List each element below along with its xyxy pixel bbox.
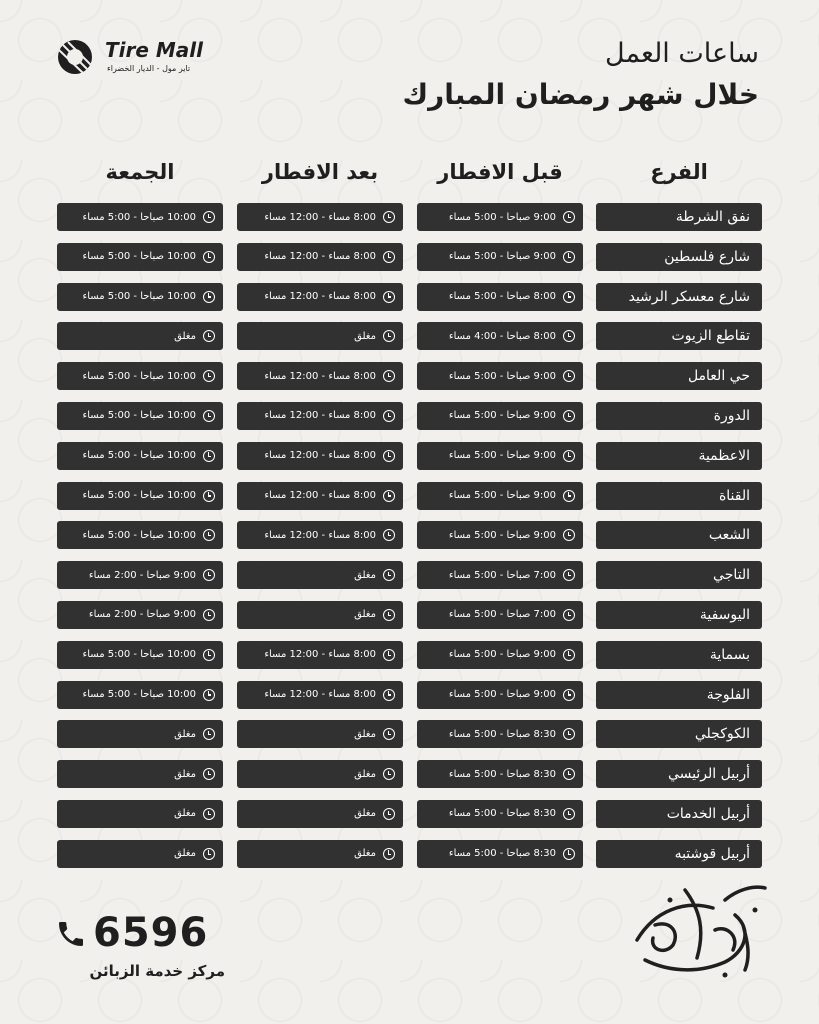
before-iftar-hours — [417, 243, 583, 271]
before-iftar-hours — [417, 681, 583, 709]
friday-hours — [57, 840, 223, 868]
clock-icon — [563, 291, 575, 303]
table-row — [57, 760, 762, 788]
hours-text: 8:00 مساء - 12:00 مساء — [264, 251, 376, 263]
branch-name: شارع معسكر الرشيد — [596, 283, 762, 311]
brand-logo — [55, 38, 225, 82]
table-row — [57, 203, 762, 231]
hours-text: 8:00 صباحا - 5:00 مساء — [448, 291, 556, 303]
friday-hours — [57, 720, 223, 748]
branch-name: حي العامل — [596, 362, 762, 390]
branch-name: الكوكجلي — [596, 720, 762, 748]
hours-text: 7:00 صباحا - 5:00 مساء — [448, 569, 556, 581]
after-iftar-hours — [237, 442, 403, 470]
clock-icon — [563, 768, 575, 780]
clock-icon — [203, 768, 215, 780]
column-header-after-iftar: بعد الافطار — [261, 160, 379, 184]
after-iftar-hours — [237, 840, 403, 868]
before-iftar-hours — [417, 720, 583, 748]
tire-logo-icon — [55, 38, 103, 76]
clock-icon — [203, 649, 215, 661]
table-row — [57, 402, 762, 430]
after-iftar-hours — [237, 681, 403, 709]
clock-icon — [383, 490, 395, 502]
after-iftar-hours — [237, 482, 403, 510]
after-iftar-hours — [237, 521, 403, 549]
hours-text: 10:00 صباحا - 5:00 مساء — [82, 251, 196, 263]
table-row — [57, 800, 762, 828]
clock-icon — [203, 410, 215, 422]
page-title: ساعات العمل — [605, 38, 759, 69]
clock-icon — [203, 808, 215, 820]
clock-icon — [203, 211, 215, 223]
hotline-number: 6596 — [93, 910, 209, 956]
hours-text: 10:00 صباحا - 5:00 مساء — [82, 450, 196, 462]
after-iftar-hours — [237, 641, 403, 669]
column-header-branch: الفرع — [650, 160, 708, 184]
table-row — [57, 561, 762, 589]
clock-icon — [383, 569, 395, 581]
clock-icon — [563, 450, 575, 462]
clock-icon — [383, 808, 395, 820]
after-iftar-hours — [237, 561, 403, 589]
before-iftar-hours — [417, 840, 583, 868]
ramadan-calligraphy-icon — [625, 870, 770, 990]
hours-text: 9:00 صباحا - 5:00 مساء — [448, 689, 556, 701]
after-iftar-hours — [237, 601, 403, 629]
hours-text: مغلق — [174, 768, 196, 780]
hours-text: 9:00 صباحا - 2:00 مساء — [88, 569, 196, 581]
clock-icon — [203, 848, 215, 860]
clock-icon — [383, 330, 395, 342]
branch-name: القناة — [596, 482, 762, 510]
table-row — [57, 482, 762, 510]
clock-icon — [203, 370, 215, 382]
friday-hours — [57, 362, 223, 390]
branch-name: نفق الشرطة — [596, 203, 762, 231]
friday-hours — [57, 283, 223, 311]
clock-icon — [563, 569, 575, 581]
friday-hours — [57, 322, 223, 350]
hours-text: 10:00 صباحا - 5:00 مساء — [82, 689, 196, 701]
table-row — [57, 840, 762, 868]
table-row — [57, 521, 762, 549]
clock-icon — [203, 450, 215, 462]
hours-text: 8:00 مساء - 12:00 مساء — [264, 529, 376, 541]
hours-text: 9:00 صباحا - 5:00 مساء — [448, 211, 556, 223]
before-iftar-hours — [417, 561, 583, 589]
hours-text: مغلق — [174, 848, 196, 860]
hours-text: مغلق — [354, 808, 376, 820]
hours-text: 10:00 صباحا - 5:00 مساء — [82, 490, 196, 502]
clock-icon — [563, 808, 575, 820]
hours-text: 10:00 صباحا - 5:00 مساء — [82, 370, 196, 382]
clock-icon — [203, 728, 215, 740]
clock-icon — [203, 251, 215, 263]
hours-text: مغلق — [174, 808, 196, 820]
friday-hours — [57, 681, 223, 709]
hours-text: 10:00 صباحا - 5:00 مساء — [82, 649, 196, 661]
branch-name: بسماية — [596, 641, 762, 669]
hours-text: مغلق — [354, 848, 376, 860]
before-iftar-hours — [417, 322, 583, 350]
branch-name: تقاطع الزيوت — [596, 322, 762, 350]
clock-icon — [203, 291, 215, 303]
clock-icon — [563, 251, 575, 263]
clock-icon — [383, 609, 395, 621]
branch-name: الدورة — [596, 402, 762, 430]
table-row — [57, 641, 762, 669]
before-iftar-hours — [417, 521, 583, 549]
table-row — [57, 243, 762, 271]
before-iftar-hours — [417, 203, 583, 231]
branch-name: الشعب — [596, 521, 762, 549]
clock-icon — [563, 211, 575, 223]
clock-icon — [563, 330, 575, 342]
table-row — [57, 322, 762, 350]
branch-name: التاجي — [596, 561, 762, 589]
hours-text: 8:00 مساء - 12:00 مساء — [264, 211, 376, 223]
clock-icon — [563, 370, 575, 382]
phone-icon — [55, 918, 87, 950]
before-iftar-hours — [417, 800, 583, 828]
hours-text: 8:30 صباحا - 5:00 مساء — [448, 728, 556, 740]
hours-text: 8:00 مساء - 12:00 مساء — [264, 490, 376, 502]
hours-text: مغلق — [354, 768, 376, 780]
clock-icon — [563, 728, 575, 740]
column-header-friday: الجمعة — [105, 160, 175, 184]
after-iftar-hours — [237, 760, 403, 788]
hours-text: مغلق — [174, 728, 196, 740]
after-iftar-hours — [237, 720, 403, 748]
hours-text: 8:00 صباحا - 4:00 مساء — [448, 330, 556, 342]
friday-hours — [57, 243, 223, 271]
hours-text: مغلق — [354, 609, 376, 621]
friday-hours — [57, 800, 223, 828]
after-iftar-hours — [237, 800, 403, 828]
before-iftar-hours — [417, 601, 583, 629]
friday-hours — [57, 521, 223, 549]
table-row — [57, 283, 762, 311]
clock-icon — [383, 450, 395, 462]
hours-text: 9:00 صباحا - 5:00 مساء — [448, 649, 556, 661]
after-iftar-hours — [237, 362, 403, 390]
table-row — [57, 720, 762, 748]
hotline-label: مركز خدمة الزبائن — [89, 962, 225, 980]
hours-text: 9:00 صباحا - 5:00 مساء — [448, 490, 556, 502]
hours-text: 10:00 صباحا - 5:00 مساء — [82, 291, 196, 303]
hours-text: 8:30 صباحا - 5:00 مساء — [448, 808, 556, 820]
clock-icon — [383, 689, 395, 701]
clock-icon — [563, 529, 575, 541]
hours-text: 8:00 مساء - 12:00 مساء — [264, 370, 376, 382]
branch-name: اليوسفية — [596, 601, 762, 629]
table-row — [57, 601, 762, 629]
before-iftar-hours — [417, 402, 583, 430]
before-iftar-hours — [417, 641, 583, 669]
hours-text: 8:30 صباحا - 5:00 مساء — [448, 848, 556, 860]
hours-text: 9:00 صباحا - 5:00 مساء — [448, 529, 556, 541]
before-iftar-hours — [417, 482, 583, 510]
table-row — [57, 442, 762, 470]
hours-text: 9:00 صباحا - 5:00 مساء — [448, 410, 556, 422]
before-iftar-hours — [417, 442, 583, 470]
friday-hours — [57, 442, 223, 470]
clock-icon — [563, 689, 575, 701]
hours-text: مغلق — [354, 728, 376, 740]
friday-hours — [57, 561, 223, 589]
clock-icon — [203, 330, 215, 342]
hours-text: 8:00 مساء - 12:00 مساء — [264, 410, 376, 422]
page-subtitle: خلال شهر رمضان المبارك — [402, 78, 759, 111]
hours-text: مغلق — [354, 330, 376, 342]
clock-icon — [383, 410, 395, 422]
hours-text: 9:00 صباحا - 5:00 مساء — [448, 370, 556, 382]
branch-name: شارع فلسطين — [596, 243, 762, 271]
after-iftar-hours — [237, 203, 403, 231]
branch-name: أربيل الخدمات — [596, 800, 762, 828]
friday-hours — [57, 760, 223, 788]
clock-icon — [383, 211, 395, 223]
clock-icon — [383, 848, 395, 860]
clock-icon — [563, 490, 575, 502]
friday-hours — [57, 641, 223, 669]
hours-text: 10:00 صباحا - 5:00 مساء — [82, 529, 196, 541]
clock-icon — [563, 848, 575, 860]
branch-name: أربيل الرئيسي — [596, 760, 762, 788]
hours-text: 9:00 صباحا - 5:00 مساء — [448, 450, 556, 462]
clock-icon — [383, 649, 395, 661]
hours-text: مغلق — [354, 569, 376, 581]
table-row — [57, 681, 762, 709]
hours-text: 10:00 صباحا - 5:00 مساء — [82, 211, 196, 223]
hours-text: 8:00 مساء - 12:00 مساء — [264, 291, 376, 303]
clock-icon — [203, 569, 215, 581]
table-row — [57, 362, 762, 390]
hours-text: 9:00 صباحا - 5:00 مساء — [448, 251, 556, 263]
friday-hours — [57, 601, 223, 629]
friday-hours — [57, 402, 223, 430]
friday-hours — [57, 482, 223, 510]
hours-text: 8:00 مساء - 12:00 مساء — [264, 689, 376, 701]
clock-icon — [383, 529, 395, 541]
clock-icon — [563, 649, 575, 661]
ramadan-kareem-calligraphy — [625, 870, 770, 990]
brand-name: Tire Mall — [105, 38, 203, 62]
after-iftar-hours — [237, 283, 403, 311]
branch-name: الفلوجة — [596, 681, 762, 709]
clock-icon — [383, 370, 395, 382]
friday-hours — [57, 203, 223, 231]
customer-service-hotline — [55, 910, 225, 980]
hours-text: 8:00 مساء - 12:00 مساء — [264, 649, 376, 661]
after-iftar-hours — [237, 322, 403, 350]
before-iftar-hours — [417, 760, 583, 788]
hours-text: 8:00 مساء - 12:00 مساء — [264, 450, 376, 462]
column-header-before-iftar: قبل الافطار — [437, 160, 563, 184]
clock-icon — [203, 529, 215, 541]
branch-name: الاعظمية — [596, 442, 762, 470]
clock-icon — [203, 689, 215, 701]
clock-icon — [383, 251, 395, 263]
branch-name: أربيل قوشتبه — [596, 840, 762, 868]
clock-icon — [203, 490, 215, 502]
hours-text: 8:30 صباحا - 5:00 مساء — [448, 768, 556, 780]
clock-icon — [383, 291, 395, 303]
clock-icon — [563, 410, 575, 422]
clock-icon — [203, 609, 215, 621]
clock-icon — [563, 609, 575, 621]
clock-icon — [383, 768, 395, 780]
hours-text: مغلق — [174, 330, 196, 342]
brand-tagline: تاير مول - الديار الخضراء — [107, 64, 191, 73]
before-iftar-hours — [417, 283, 583, 311]
after-iftar-hours — [237, 243, 403, 271]
clock-icon — [383, 728, 395, 740]
hours-text: 7:00 صباحا - 5:00 مساء — [448, 609, 556, 621]
after-iftar-hours — [237, 402, 403, 430]
before-iftar-hours — [417, 362, 583, 390]
hours-table — [57, 203, 762, 880]
hours-text: 9:00 صباحا - 2:00 مساء — [88, 609, 196, 621]
hours-text: 10:00 صباحا - 5:00 مساء — [82, 410, 196, 422]
